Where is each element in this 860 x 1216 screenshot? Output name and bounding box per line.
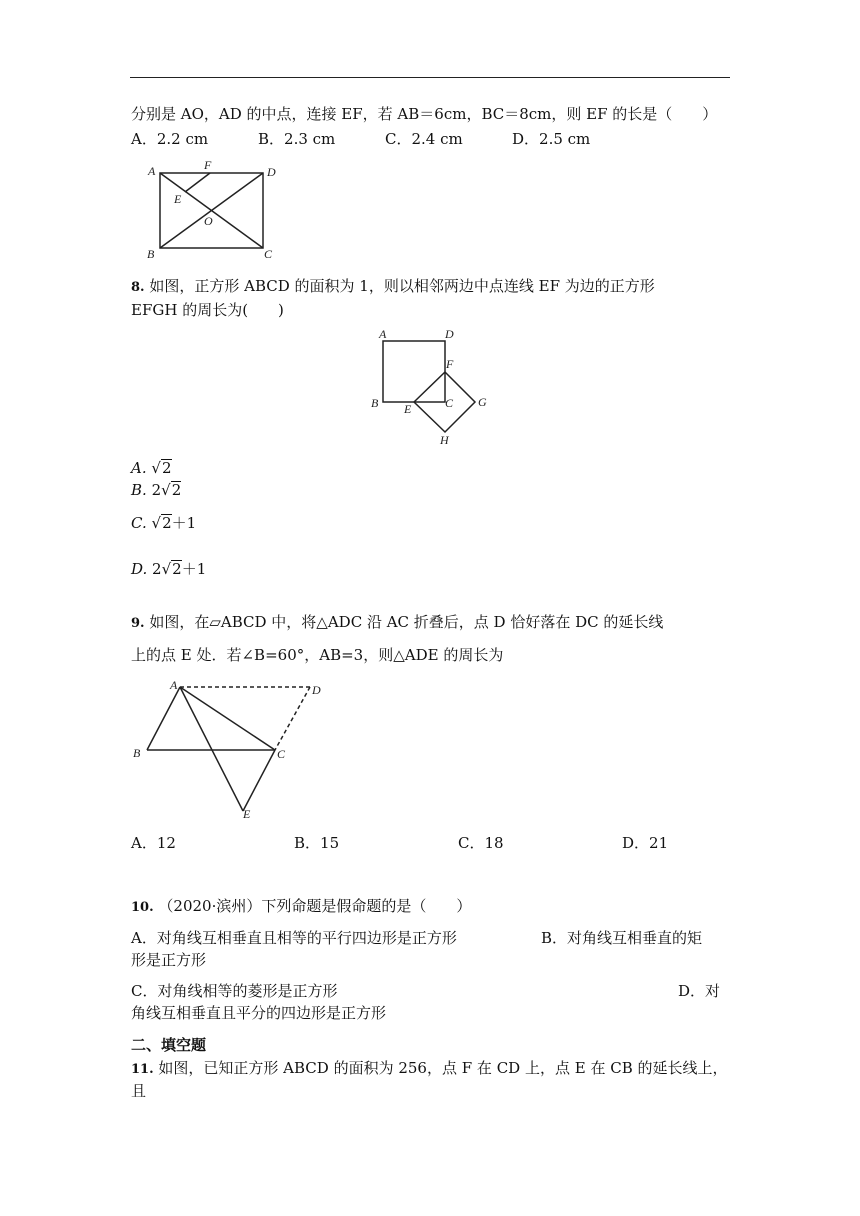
q8-label-a: A: [379, 327, 387, 341]
q10-stem: 10. （2020·滨州）下列命题是假命题的是（ ）: [131, 897, 472, 915]
q7-label-o: O: [204, 214, 213, 228]
q9-option-c: C．18: [458, 834, 504, 852]
q10-option-d-part2: 角线互相垂直且平分的四边形是正方形: [131, 1004, 387, 1022]
q7-option-a: A．2.2 cm: [131, 130, 209, 148]
q9-stem-line1: 9. 如图，在▱ABCD 中，将△ADC 沿 AC 折叠后，点 D 恰好落在 DC 的延长线: [131, 613, 664, 631]
q11-stem-line2: 且: [131, 1082, 147, 1100]
q7-label-f: F: [204, 158, 212, 172]
q7-option-d: D．2.5 cm: [512, 130, 591, 148]
q10-number: 10.: [131, 900, 154, 915]
q8-label-c: C: [445, 396, 454, 410]
q10-option-d-part1: D．对: [678, 982, 721, 1000]
q8-option-a: A. √2: [131, 459, 172, 477]
q7-option-b: B．2.3 cm: [258, 130, 336, 148]
q8-label-e: E: [404, 402, 412, 416]
q9-label-a: A: [170, 678, 178, 692]
q9-option-d: D．21: [622, 834, 669, 852]
q8-option-d: D. 2√2＋1: [131, 560, 207, 578]
q7-label-d: D: [267, 165, 276, 179]
q9-stem-line2: 上的点 E 处．若∠B=60°，AB=3，则△ADE 的周长为: [131, 646, 504, 664]
q10-option-a: A．对角线互相垂直且相等的平行四边形是正方形: [131, 929, 457, 947]
q8-label-b: B: [371, 396, 379, 410]
section-heading-fill-in: 二、填空题: [131, 1036, 207, 1054]
q8-option-c: C. √2＋1: [131, 514, 197, 532]
header-rule: [130, 77, 730, 78]
q7-stem: 分别是 AO，AD 的中点，连接 EF，若 AB＝6cm，BC＝8cm，则 EF 的长是（ ）: [131, 105, 718, 123]
q10-option-c: C．对角线相等的菱形是正方形: [131, 982, 338, 1000]
q9-figure-parallelogram: [125, 675, 340, 825]
q11-stem-line1: 11. 如图，已知正方形 ABCD 的面积为 256，点 F 在 CD 上，点 E 在 CB 的延长线上，: [131, 1059, 728, 1077]
q9-label-c: C: [277, 747, 286, 761]
q7-label-b: B: [147, 247, 155, 261]
q10-option-b-part1: B．对角线互相垂直的矩: [541, 929, 703, 947]
q9-label-d: D: [312, 683, 321, 697]
q9-option-a: A．12: [131, 834, 176, 852]
q9-number: 9.: [131, 616, 145, 631]
q7-label-a: A: [148, 164, 156, 178]
q9-option-b: B．15: [294, 834, 340, 852]
q8-stem-line1: 8. 如图，正方形 ABCD 的面积为 1，则以相邻两边中点连线 EF 为边的正方形: [131, 277, 655, 295]
q9-label-b: B: [133, 746, 141, 760]
q8-figure-squares: [365, 325, 495, 450]
q8-label-g: G: [478, 395, 487, 409]
q8-label-h: H: [440, 433, 449, 447]
q8-stem-line2: EFGH 的周长为( ): [131, 301, 284, 319]
q8-number: 8.: [131, 280, 145, 295]
q11-number: 11.: [131, 1062, 154, 1077]
q9-label-e: E: [243, 807, 251, 821]
q8-option-b: B. 2√2: [131, 481, 182, 499]
q7-option-c: C．2.4 cm: [385, 130, 463, 148]
q7-figure-rectangle: [140, 155, 290, 265]
q7-label-e: E: [174, 192, 182, 206]
q8-label-d: D: [445, 327, 454, 341]
q7-label-c: C: [264, 247, 273, 261]
q10-option-b-part2: 形是正方形: [131, 951, 207, 969]
q8-label-f: F: [446, 357, 454, 371]
